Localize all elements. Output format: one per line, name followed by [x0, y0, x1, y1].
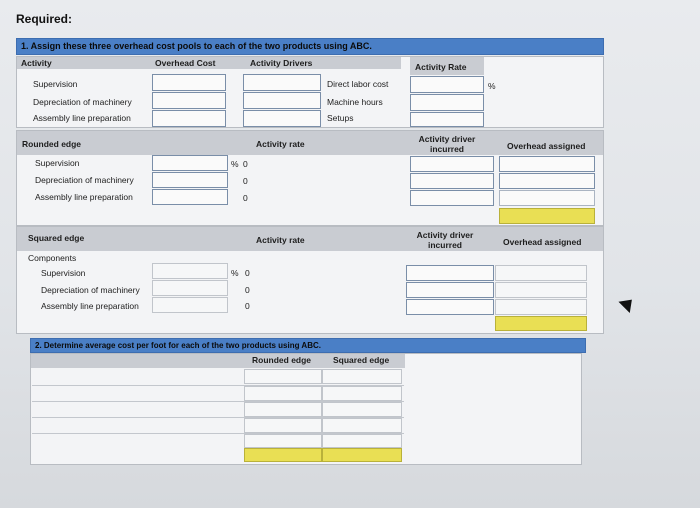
rounded-activity-rate-col: Activity rate [256, 139, 305, 149]
rounded-edge-title: Rounded edge [22, 139, 82, 149]
rounded-rate-input-assembly[interactable] [152, 189, 228, 205]
col-activity: Activity [21, 58, 52, 68]
squared-overhead-assigned-col: Overhead assigned [503, 237, 582, 247]
squared-value-supervision: 0 [245, 268, 250, 278]
avg-col-rounded: Rounded edge [252, 355, 312, 365]
activity-rate-input-depreciation[interactable] [410, 94, 484, 111]
squared-value-assembly: 0 [245, 301, 250, 311]
activity-rate-input-supervision[interactable] [410, 76, 484, 93]
rounded-overhead-input-depreciation[interactable] [499, 173, 595, 189]
row-depreciation-label: Depreciation of machinery [33, 97, 132, 107]
avg-squared-input-1[interactable] [322, 369, 402, 384]
col-overhead-cost: Overhead Cost [155, 58, 216, 68]
activity-rate-input-assembly[interactable] [410, 112, 484, 127]
rounded-rate-input-supervision[interactable] [152, 155, 228, 171]
driver-direct-labor-cost: Direct labor cost [327, 79, 389, 89]
squared-activity-rate-col: Activity rate [256, 235, 305, 245]
squared-row-supervision: Supervision [41, 268, 86, 278]
avg-squared-result[interactable] [322, 448, 402, 462]
col-activity-drivers: Activity Drivers [250, 58, 313, 68]
rounded-overhead-total[interactable] [499, 208, 595, 224]
rounded-driver-input-supervision[interactable] [410, 156, 494, 172]
squared-driver-input-supervision[interactable] [406, 265, 494, 281]
rounded-row-assembly: Assembly line preparation [35, 192, 133, 202]
avg-rounded-input-5[interactable] [244, 434, 322, 448]
squared-unit-supervision: % [231, 268, 239, 278]
rounded-row-depreciation: Depreciation of machinery [35, 175, 134, 185]
squared-rate-input-assembly[interactable] [152, 297, 228, 313]
driver-setups: Setups [327, 113, 354, 123]
row-assembly-label: Assembly line preparation [33, 113, 131, 123]
squared-rate-input-depreciation[interactable] [152, 280, 228, 296]
rounded-overhead-assigned-col: Overhead assigned [507, 141, 586, 151]
avg-col-squared: Squared edge [333, 355, 390, 365]
squared-overhead-input-depreciation[interactable] [495, 282, 587, 298]
avg-squared-input-4[interactable] [322, 418, 402, 433]
squared-overhead-input-assembly[interactable] [495, 299, 587, 315]
rounded-overhead-input-assembly[interactable] [499, 190, 595, 206]
squared-edge-title: Squared edge [28, 233, 85, 243]
avg-rounded-result[interactable] [244, 448, 322, 462]
overhead-cost-input-depreciation[interactable] [152, 92, 226, 109]
rounded-unit-supervision: % [231, 159, 239, 169]
row-supervision-label: Supervision [33, 79, 78, 89]
rounded-value-assembly: 0 [243, 193, 248, 203]
rounded-driver-input-depreciation[interactable] [410, 173, 494, 189]
driver-qty-input-depreciation[interactable] [243, 92, 321, 109]
rounded-value-depreciation: 0 [243, 176, 248, 186]
squared-value-depreciation: 0 [245, 285, 250, 295]
q1-instruction-bar: 1. Assign these three overhead cost pools to each of the two products using ABC. [16, 38, 604, 55]
squared-overhead-total[interactable] [495, 316, 587, 331]
rounded-value-supervision: 0 [243, 159, 248, 169]
squared-overhead-input-supervision[interactable] [495, 265, 587, 281]
q2-instruction-bar: 2. Determine average cost per foot for each of the two products using ABC. [30, 338, 586, 353]
mouse-pointer-icon [618, 294, 637, 313]
avg-rounded-input-1[interactable] [244, 369, 322, 384]
rounded-driver-input-assembly[interactable] [410, 190, 494, 206]
squared-components-label: Components [28, 253, 77, 263]
avg-squared-input-3[interactable] [322, 402, 402, 417]
avg-squared-input-2[interactable] [322, 386, 402, 401]
overhead-cost-input-assembly[interactable] [152, 110, 226, 127]
squared-driver-input-depreciation[interactable] [406, 282, 494, 298]
avg-rounded-input-4[interactable] [244, 418, 322, 433]
rounded-overhead-input-supervision[interactable] [499, 156, 595, 172]
squared-rate-input-supervision[interactable] [152, 263, 228, 279]
rounded-row-supervision: Supervision [35, 158, 80, 168]
driver-qty-input-assembly[interactable] [243, 110, 321, 127]
avg-rounded-input-3[interactable] [244, 402, 322, 417]
overhead-cost-input-supervision[interactable] [152, 74, 226, 91]
avg-rounded-input-2[interactable] [244, 386, 322, 401]
avg-squared-input-5[interactable] [322, 434, 402, 448]
driver-qty-input-supervision[interactable] [243, 74, 321, 91]
rounded-driver-incurred-col: Activity driver incurred [418, 134, 476, 154]
squared-row-depreciation: Depreciation of machinery [41, 285, 140, 295]
rounded-rate-input-depreciation[interactable] [152, 172, 228, 188]
squared-row-assembly: Assembly line preparation [41, 301, 139, 311]
squared-driver-incurred-col: Activity driver incurred [416, 230, 474, 250]
driver-machine-hours: Machine hours [327, 97, 383, 107]
activity-rate-unit-supervision: % [488, 81, 496, 91]
squared-driver-input-assembly[interactable] [406, 299, 494, 315]
col-activity-rate: Activity Rate [415, 62, 467, 72]
required-heading: Required: [16, 12, 73, 26]
